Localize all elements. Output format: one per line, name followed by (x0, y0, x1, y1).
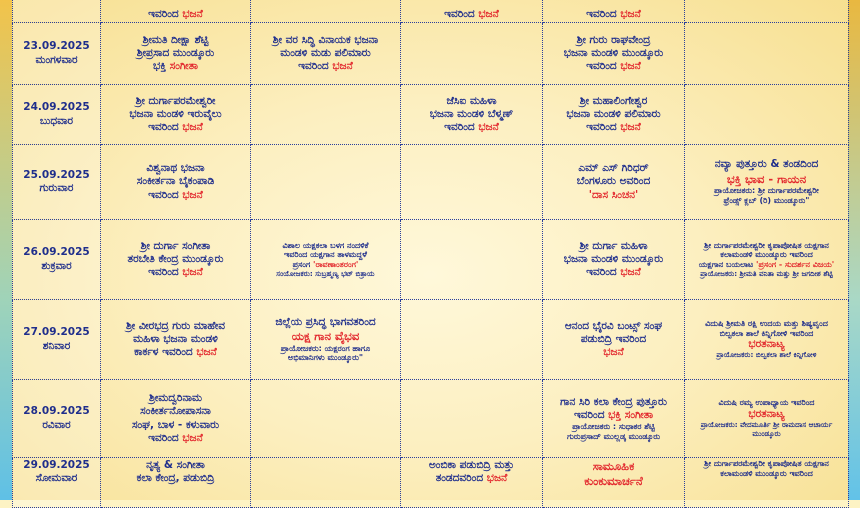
program-cell (543, 85, 685, 145)
program-line (104, 432, 247, 445)
program-cell (401, 458, 543, 508)
table-row (13, 458, 849, 508)
program-cell (251, 145, 401, 220)
program-text: ಬಿಲ್ವಕಲಾ ಶಾಲೆ ಕಿನ್ನಿಗೋಳಿ ಇವರಿಂದ (719, 328, 814, 338)
date-text: 26.09.2025 (23, 246, 90, 259)
day-text: ಗುರುವಾರ (39, 182, 74, 194)
program-cell (685, 300, 849, 380)
program-text: ಶ್ರೀ ದುರ್ಗಾ ಸಂಗೀತಾ (140, 239, 211, 252)
program-highlight-text: ಭಜನೆ (182, 431, 203, 444)
program-text: ಶ್ರೀ ದುರ್ಗಾ ಮಹಿಳಾ (579, 239, 648, 252)
program-text: ವಿದುಷಿ ಶ್ರೀಮತಿ ರಕ್ಷಿ ಉದಯ ಮತ್ತು ಶಿಷ್ಯವೃಂದ (705, 318, 828, 328)
date-text: 23.09.2025 (23, 40, 90, 53)
program-text: ಶ್ರೀ ದುರ್ಗಾಪರಮೇಶ್ವರೀ ಕೃಪಾಪೋಷಿತ ಯಕ್ಷಗಾನ (704, 459, 829, 468)
table-row (13, 0, 849, 23)
program-text: ಶ್ರೀ ಮಹಾಲಿಂಗೇಶ್ವರ (579, 94, 648, 107)
program-cell (401, 23, 543, 85)
program-cell (101, 300, 251, 380)
program-cell (401, 0, 543, 23)
program-line (104, 121, 247, 134)
program-cell (543, 0, 685, 23)
program-highlight-text: ಭಜನೆ (332, 60, 353, 73)
program-highlight-text: ಭಕ್ತಿ ಭಾವ - ಗಾಯನ (726, 171, 807, 186)
table-row (13, 85, 849, 145)
program-text: ಪ್ರಾಯೋಜಕರು : ಸುಧಾಕರ ಶೆಟ್ಟಿ (572, 422, 655, 432)
day-text: ಶುಕ್ರವಾರ (41, 259, 72, 272)
program-cell (543, 23, 685, 85)
program-text: ಇವರಿಂದ (586, 121, 617, 134)
program-cell (685, 380, 849, 458)
program-highlight-text: ಭಜನೆ (182, 188, 203, 201)
program-line (546, 266, 681, 279)
program-text: ಭಜನಾ ಮಂಡಳಿ ಇರುವೈಲು (129, 107, 222, 120)
program-text: ಅಂಬಿಕಾ ಪಡುಬಿದ್ರಿ ಮತ್ತು (428, 459, 515, 471)
program-highlight-text: ಸಂಗೀತಾ (169, 60, 198, 73)
program-text: ವಿದುಷಿ ರಮ್ಯ ಉಪಾಧ್ಯಾಯ ಇವರಿಂದ (718, 398, 815, 408)
program-text: ಪ್ರಾಯೋಜಕರು: ವೇದಮೂರ್ತಿ ಶ್ರೀ ರಾಮದಾಸ ಆಚಾರ್ಯ (700, 420, 833, 430)
day-text: ರವಿವಾರ (42, 418, 71, 431)
program-text: ಶ್ರೀಮದ್ವರಿನಾಮ (149, 391, 202, 404)
table-row (13, 220, 849, 300)
program-text: ಶ್ರೀಪ್ರಸಾದ ಮುಂಡ್ಕೂರು (136, 46, 215, 59)
program-text: ಪ್ರಸಂಗ (292, 259, 311, 269)
table-row (13, 380, 849, 458)
program-text: ವಿಶ್ವನಾಥ ಭಜನಾ (146, 162, 205, 174)
program-text: ಮಂಡಳಿ ಮಡು ಪಲಿಮಾರು (280, 46, 371, 59)
program-text: ಅಭಿಮಾನಿಗಳು ಮುಂಡ್ಕೂರು" (287, 353, 364, 363)
date-text: 29.09.2025 (23, 459, 90, 471)
program-cell (401, 380, 543, 458)
program-highlight-text: 'ದಾಸ ಸಿಂಚನ' (588, 188, 639, 201)
program-highlight-text: ಭರತನಾಟ್ಯ (748, 407, 785, 420)
program-text: ಇವರಿಂದ (298, 60, 329, 73)
program-highlight-text: ಭಜನೆ (620, 266, 641, 279)
program-text: ಕಲಾ ಕೇಂದ್ರ, ಪಡುಬಿದ್ರಿ (136, 472, 215, 485)
program-highlight-text: ಭಜನೆ (182, 266, 203, 279)
program-text: ಭಜನಾ ಮಂಡಳಿ ಪಲಿಮಾರು (566, 107, 661, 120)
date-cell (13, 300, 101, 380)
program-cell (685, 0, 849, 23)
program-cell (251, 380, 401, 458)
day-text: ಮಂಗಳವಾರ (35, 53, 78, 66)
program-highlight-text: ಭಜನೆ (478, 7, 499, 20)
program-highlight-text: 'ರಾವಣಾಂತರಂಗ' (313, 259, 359, 269)
program-text: ಇವರಿಂದ (148, 7, 179, 20)
program-cell (251, 220, 401, 300)
program-highlight-text: ಭಜನೆ (620, 7, 641, 20)
program-text: ಪ್ರಾಯೋಜಕರು: ಯಕ್ಷರಂಗ ಹಾಗೂ (280, 343, 371, 353)
program-highlight-text: ಭಜನೆ (620, 121, 641, 134)
program-cell (401, 85, 543, 145)
program-text: ನೃತ್ಯ & ಸಂಗೀತಾ (146, 459, 205, 471)
program-highlight-text: ಸಾಮೂಹಿಕ (592, 459, 635, 473)
program-highlight-text: 'ಪ್ರಸಂಗ - ಸುದರ್ಶನ ವಿಜಯ' (756, 259, 835, 269)
program-highlight-text: ಕುಂಕುಮಾರ್ಚನೆ (584, 473, 643, 488)
program-text: ಕಾರ್ಕಳ ಇವರಿಂದ (134, 346, 193, 359)
program-highlight-text: ಭಜನೆ (620, 60, 641, 73)
date-cell (13, 23, 101, 85)
program-cell (101, 23, 251, 85)
program-text: ಭಜನಾ ಮಂಡಳಿ ಮುಂಡ್ಕೂರು (563, 46, 664, 59)
program-text: ನವ್ಯಾ ಪುತ್ತೂರು & ತಂಡದಿಂದ (714, 158, 819, 171)
program-text: ಯಕ್ಷಗಾನ ಬಯಲಾಟ (698, 259, 754, 269)
program-line (254, 60, 397, 73)
program-text: ಮಹಿಳಾ ಭಜನಾ ಮಂಡಳಿ (133, 332, 218, 345)
program-text: ಶ್ರೀ ದುರ್ಗಾಪರಮೇಶ್ವರೀ (135, 94, 216, 107)
program-text: ಸಂಕೀರ್ತನಾ ಬೈಕಂಪಾಡಿ (136, 175, 215, 188)
program-text: ಪ್ರಾಯೋಜಕರು: ಬಿಲ್ವಕಲಾ ಶಾಲೆ ಕಿನ್ನಿಗೋಳಿ (716, 350, 817, 360)
program-highlight-text: ಭಜನೆ (486, 472, 508, 485)
program-text: ಸಂಕೀರ್ತನೋಪಾಸನಾ (140, 405, 211, 418)
program-line (104, 189, 247, 202)
program-cell (401, 300, 543, 380)
program-text: ಮುಂಡ್ಕೂರು (752, 428, 781, 438)
program-cell (401, 220, 543, 300)
program-text: ಇವರಿಂದ (148, 266, 179, 279)
program-cell (543, 300, 685, 380)
program-text: ಪಡುಬಿದ್ರಿ ಇವರಿಂದ (580, 332, 647, 345)
left-decorative-border (0, 0, 12, 500)
program-line (546, 121, 681, 134)
program-text: ಬೆಂಗಳೂರು ಅವರಿಂದ (576, 175, 651, 188)
date-cell (13, 85, 101, 145)
program-text: ಶ್ರೀ ಗುರು ರಾಘವೇಂದ್ರ (576, 33, 651, 46)
program-text: ಇವರಿಂದ (444, 7, 475, 20)
program-text: ಇವರಿಂದ ಯಕ್ಷಗಾನ ತಾಳಮದ್ದಳೆ (284, 250, 367, 260)
program-line (546, 60, 681, 73)
program-text: ಫ್ರೆಂಡ್ಸ್ ಕ್ಲಬ್ (ರಿ) ಮುಂಡ್ಕೂರು" (723, 195, 810, 205)
program-cell (251, 458, 401, 508)
date-cell (13, 145, 101, 220)
program-text: ಇವರಿಂದ (586, 7, 617, 20)
program-cell (101, 458, 251, 508)
date-cell (13, 380, 101, 458)
date-text: 27.09.2025 (23, 326, 90, 339)
program-line (404, 121, 539, 134)
day-text: ಬುಧವಾರ (39, 114, 74, 127)
program-cell (101, 380, 251, 458)
date-text: 24.09.2025 (23, 101, 90, 114)
program-text: ಕಲಾಮಂಡಳಿ ಮುಂಡ್ಕೂರು ಇವರಿಂದ (720, 250, 813, 260)
program-text: ಭಜನಾ ಮಂಡಳಿ ಬೆಳ್ಮಣ್ (429, 107, 514, 120)
date-cell (13, 220, 101, 300)
program-text: ಇವರಿಂದ (586, 266, 617, 279)
program-highlight-text: ಭಜನೆ (478, 121, 499, 134)
date-cell (13, 458, 101, 508)
program-highlight-text: ಭರತನಾಟ್ಯ (748, 338, 785, 351)
date-cell (13, 0, 101, 23)
program-cell (543, 145, 685, 220)
program-highlight-text: ಯಕ್ಷ ಗಾನ ವೈಭವ (291, 329, 360, 344)
program-text: ವಿಶಾಲ ಯಕ್ಷಕಲಾ ಬಳಗ ನಂದಳಿಕೆ (282, 240, 369, 250)
program-text: ಇವರಿಂದ (444, 121, 475, 134)
program-text: ಶ್ರೀ ವರ ಸಿದ್ಧಿ ವಿನಾಯಕ ಭಜನಾ (272, 33, 379, 46)
program-cell (251, 0, 401, 23)
program-text: ಇವರಿಂದ (148, 431, 179, 444)
program-cell (251, 85, 401, 145)
program-text: ಇವರಿಂದ (148, 121, 179, 134)
program-cell (251, 23, 401, 85)
program-text: ಸಂಯೋಜಕರು: ಸುಬ್ರಹ್ಮಣ್ಯ ಭಟ್ ಬಿತ್ರಾಯ (276, 268, 375, 278)
program-text: ಗುರುಪ್ರಸಾದ್ ಮುಲ್ಲಡ್ಕ ಮುಂಡ್ಕೂರು (566, 431, 661, 441)
program-line (104, 346, 247, 359)
program-cell (685, 23, 849, 85)
program-highlight-text: ಭಕ್ತಿ ಸಂಗೀತಾ (608, 408, 654, 421)
program-text: ಜಿಲ್ಲೆಯ ಪ್ರಸಿದ್ಧ ಭಾಗವತರಿಂದ (275, 315, 376, 328)
program-text: ಎಮ್ ಎಸ್ ಗಿರಿಧರ್ (578, 162, 649, 174)
program-text: ಇವರಿಂದ (586, 60, 617, 73)
day-text: ಶನಿವಾರ (42, 339, 71, 352)
right-decorative-border (848, 0, 860, 500)
program-text: ಭಕ್ತಿ (153, 60, 167, 73)
program-text: ಶ್ರೀ ವೀರಭದ್ರ ಗುರು ಮಾಹೇವ (125, 319, 226, 332)
program-cell (251, 300, 401, 380)
program-text: ಆನಂದ ಭೈರವಿ ಬಂಟ್ಸ್ ಸಂಘ (564, 319, 663, 332)
program-cell (101, 0, 251, 23)
program-line (404, 472, 539, 485)
program-text: ಇವರಿಂದ (573, 408, 605, 421)
table-row (13, 23, 849, 85)
program-cell (543, 220, 685, 300)
program-highlight-text: ಭಜನೆ (196, 346, 217, 359)
program-text: ಗಾನ ಸಿರಿ ಕಲಾ ಕೇಂದ್ರ ಪುತ್ತೂರು (560, 395, 667, 408)
program-text: ಸಂಘ, ಬಾಳ - ಕಳುವಾರು (131, 418, 220, 431)
program-text: ಪ್ರಾಯೋಜಕರು: ಶ್ರೀ ದುರ್ಗಾಪರಮೇಶ್ವರೀ (714, 186, 819, 196)
program-cell (685, 458, 849, 508)
program-text: ಜೆಸಿಐ ಮಹಿಳಾ (446, 94, 497, 107)
program-cell (101, 220, 251, 300)
program-text: ತಂಡದವರಿಂದ (435, 472, 484, 485)
program-cell (685, 85, 849, 145)
program-highlight-text: ಭಜನೆ (603, 346, 624, 359)
program-text: ಶ್ರೀ ದುರ್ಗಾಪರಮೇಶ್ವರೀ ಕೃಪಾಪೋಷಿತ ಯಕ್ಷಗಾನ (704, 240, 829, 250)
program-text: ಪ್ರಾಯೋಜಕರು: ಶ್ರೀಮತಿ ವನಿತಾ ಮತ್ತು ಶ್ರೀ ಜಗದೀಶ ಶೆಟ್ಟಿ (700, 268, 833, 278)
program-text: ಶ್ರೀಮತಿ ದೀಕ್ಷಾ ಶೆಟ್ಟಿ (142, 33, 209, 46)
program-line (104, 266, 247, 279)
program-highlight-text: ಭಜನೆ (182, 121, 203, 134)
program-text: ಕಲಾಮಂಡಳಿ ಮುಂಡ್ಕೂರು ಇವರಿಂದ (720, 468, 813, 478)
day-text: ಸೋಮವಾರ (35, 472, 78, 485)
date-text: 25.09.2025 (23, 168, 90, 181)
program-cell (401, 145, 543, 220)
program-line (104, 60, 247, 73)
program-text: ಇವರಿಂದ (148, 188, 179, 201)
program-cell (543, 458, 685, 508)
program-highlight-text: ಭಜನೆ (182, 7, 203, 20)
program-text: ತರಬೇತಿ ಕೇಂದ್ರ ಮುಂಡ್ಕೂರು (127, 252, 224, 265)
table-row (13, 300, 849, 380)
schedule-table (12, 0, 849, 508)
program-cell (543, 380, 685, 458)
program-cell (101, 85, 251, 145)
program-cell (685, 220, 849, 300)
table-row (13, 145, 849, 220)
program-cell (685, 145, 849, 220)
date-text: 28.09.2025 (23, 405, 90, 418)
program-cell (101, 145, 251, 220)
program-text: ಭಜನಾ ಮಂಡಳಿ ಮುಂಡ್ಕೂರು (563, 252, 664, 265)
program-line (546, 409, 681, 422)
